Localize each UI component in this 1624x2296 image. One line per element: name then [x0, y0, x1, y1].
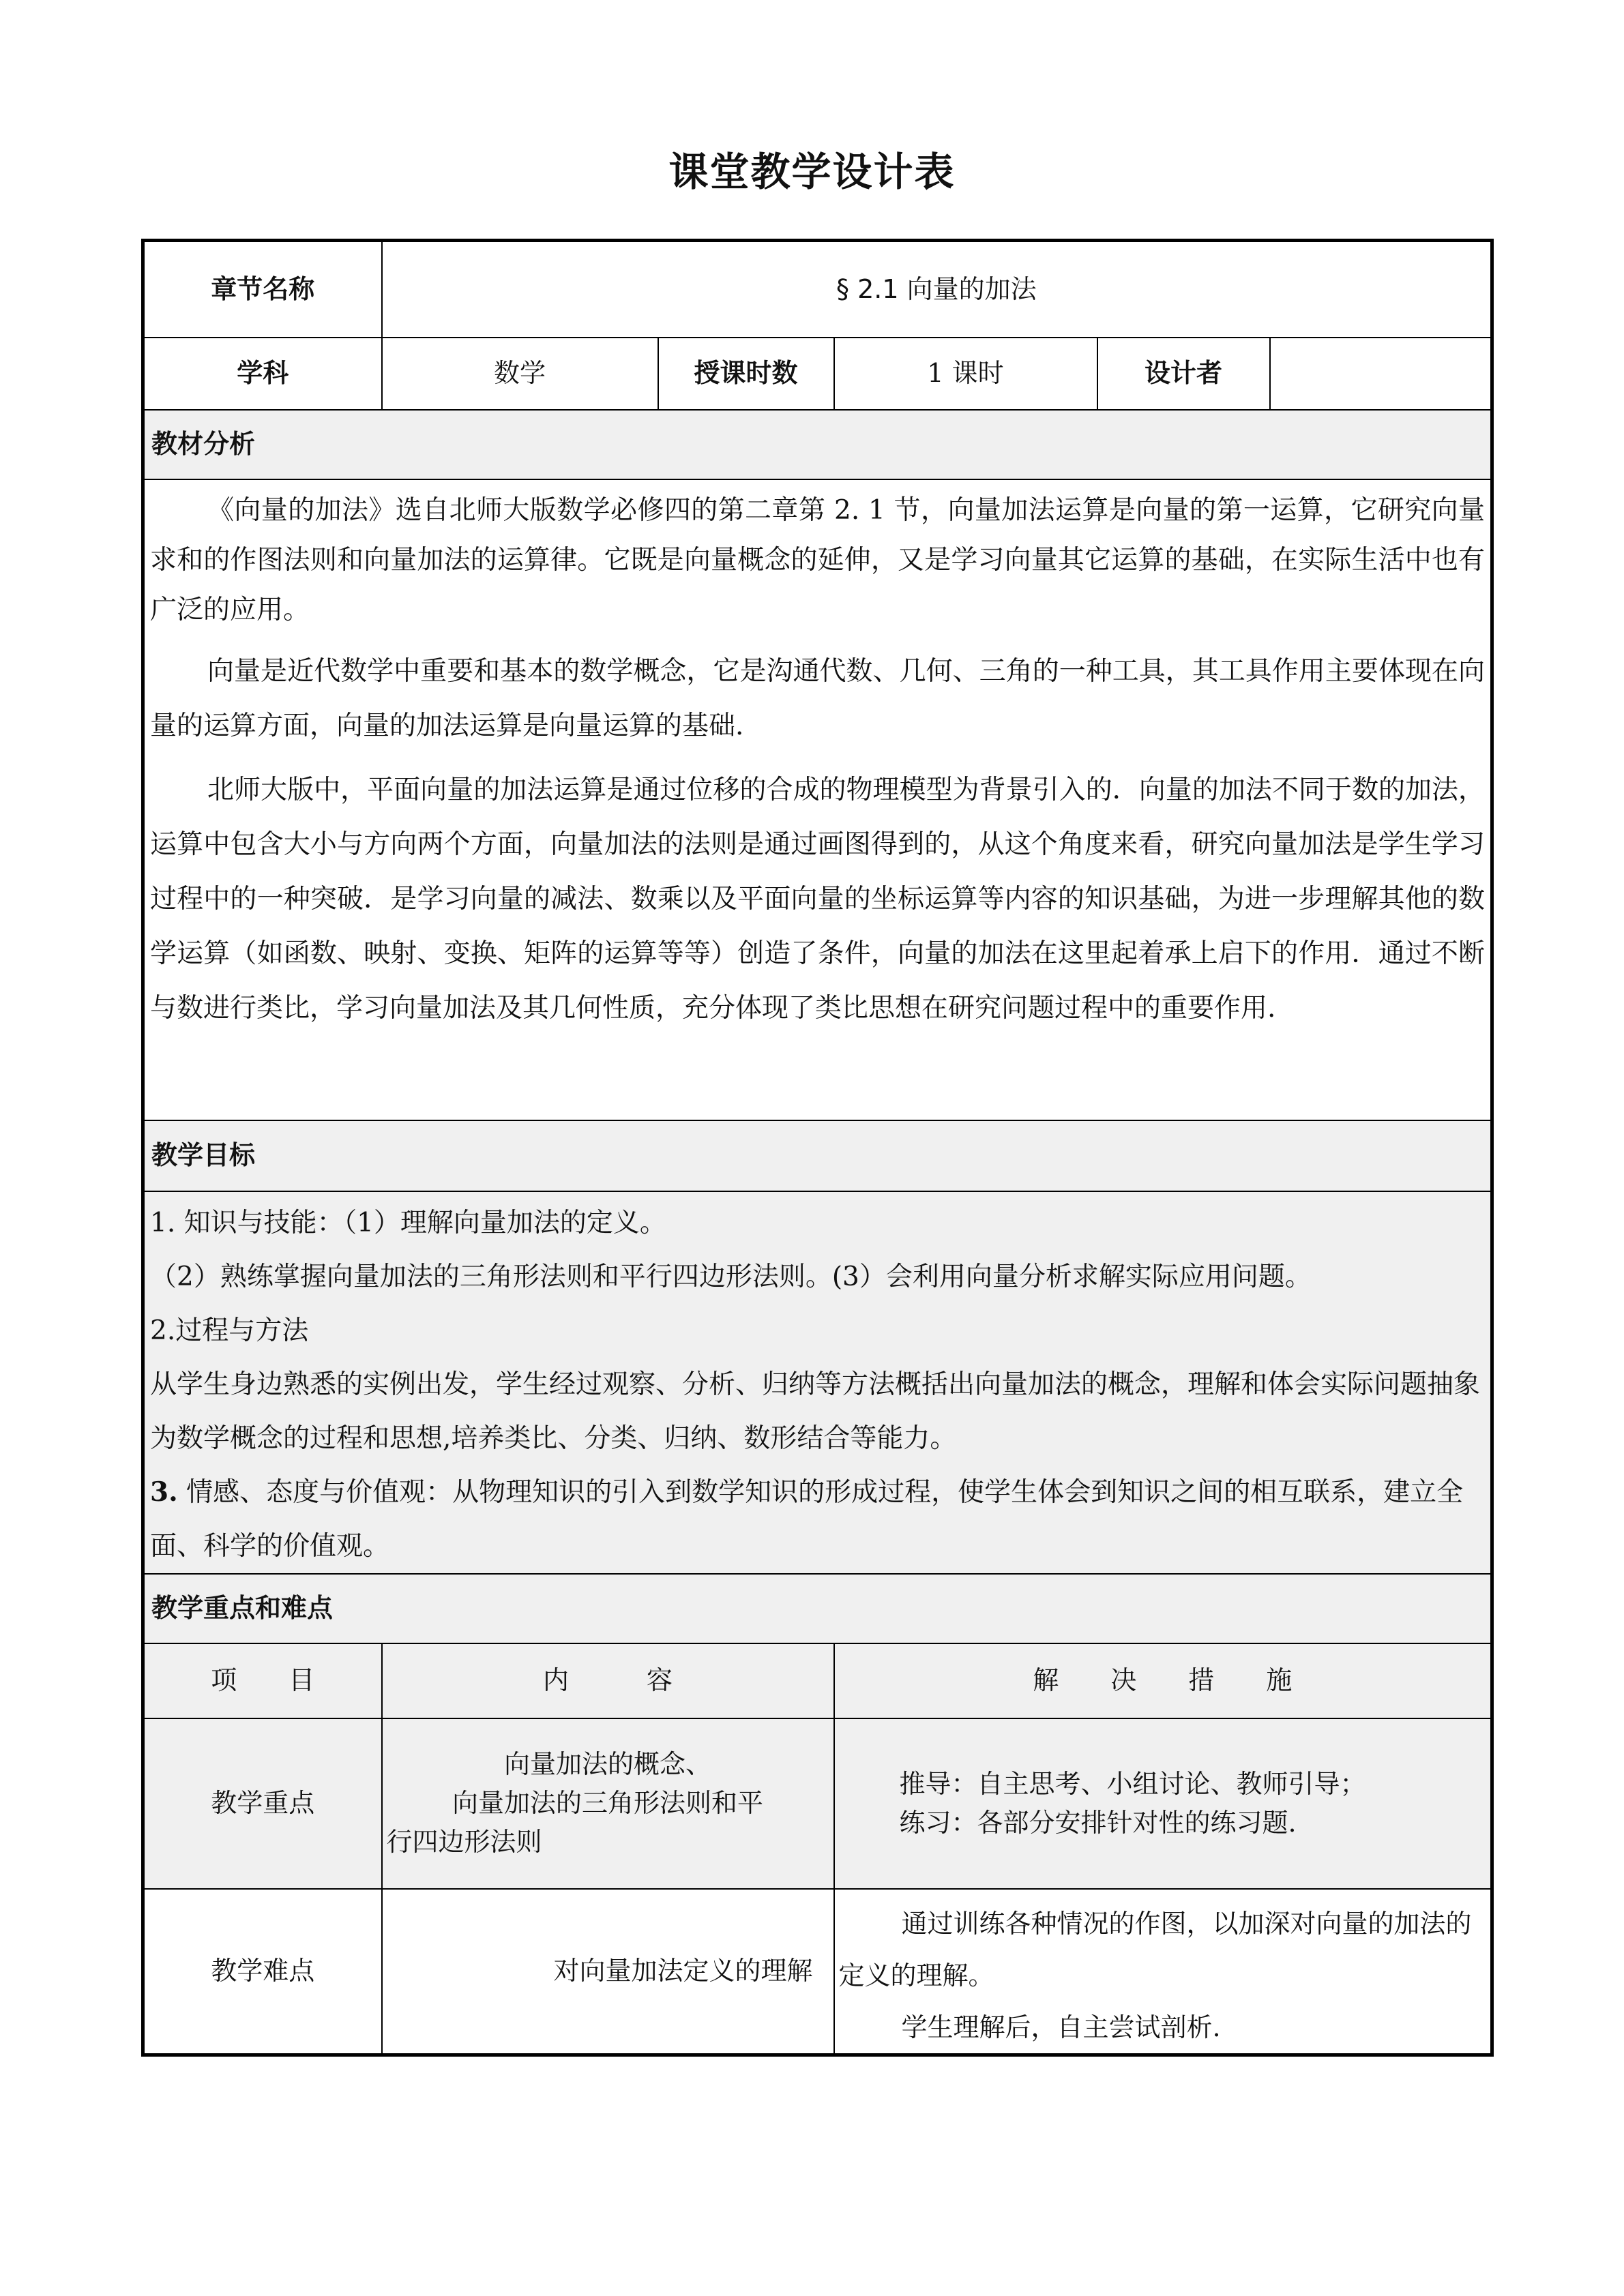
hours-label: 授课时数 — [658, 338, 834, 410]
hours-value: 1 课时 — [834, 338, 1097, 410]
content-line: 行四边形法则 — [386, 1827, 542, 1857]
analysis-paragraph: 北师大版中，平面向量的加法运算是通过位移的合成的物理模型为背景引入的．向量的加法不同于数的加法，运算中包含大小与方向两个方面，向量加法的法则是通过画图得到的，从这个角度来看，研究向量加法是学生学习过程中的一种突破．是学习向量的减法、数乘以及平面向量的坐标运算等内容的知识基础，为进一步理解其他的数学运算（如函数、映射、变换、矩阵的运算等等）创造了条件，向量的加法在这里起着承上启下的作用．通过不断与数进行类比，学习向量加法及其几何性质，充分体现了类比思想在研究问题过程中的重要作用. — [150, 774, 1486, 1024]
material-analysis-body — [143, 479, 1492, 1120]
teaching-goals-label: 教学目标 — [143, 1120, 1492, 1191]
teaching-goals-body — [143, 1191, 1492, 1574]
col-header-item: 项 目 — [143, 1643, 382, 1718]
difficulty-measures — [834, 1889, 1492, 2055]
key-points-label: 教学重点和难点 — [143, 1574, 1492, 1643]
subject-value: 数学 — [382, 338, 658, 410]
measure-line: 推导：自主思考、小组讨论、教师引导； — [899, 1768, 1366, 1799]
chapter-name: § 2.1 向量的加法 — [382, 241, 1492, 338]
difficulty-item: 教学难点 — [143, 1889, 382, 2055]
goal-line: 从学生身边熟悉的实例出发，学生经过观察、分析、归纳等方法概括出向量加法的概念，理解和体会实际问题抽象为数学概念的过程和思想,培养类比、分类、归纳、数形结合等能力。 — [150, 1369, 1481, 1454]
key-point-measures — [834, 1718, 1492, 1889]
goal-line: 1. 知识与技能：（1）理解向量加法的定义。 — [150, 1207, 666, 1238]
lesson-design-table — [141, 239, 1494, 2057]
goal-line: （2）熟练掌握向量加法的三角形法则和平行四边形法则。(3）会利用向量分析求解实际应用问题。 — [150, 1261, 1312, 1292]
goal-3-number: 3. — [150, 1476, 178, 1508]
col-header-measures: 解 决 措 施 — [834, 1643, 1492, 1718]
content-line: 向量加法的三角形法则和平 — [452, 1788, 763, 1818]
goal-line-3 — [145, 1465, 1490, 1573]
key-point-item: 教学重点 — [143, 1718, 382, 1889]
goal-line: 2.过程与方法 — [150, 1315, 309, 1346]
designer-label: 设计者 — [1097, 338, 1270, 410]
measure-line: 练习：各部分安排针对性的练习题. — [899, 1807, 1297, 1838]
subject-label: 学科 — [143, 338, 382, 410]
material-analysis-label: 教材分析 — [143, 410, 1492, 479]
designer-value — [1270, 338, 1492, 410]
goal-3-text: 情感、态度与价值观：从物理知识的引入到数学知识的形成过程，使学生体会到知识之间的相互联系，建立全面、科学的价值观。 — [150, 1476, 1464, 1562]
key-point-content — [382, 1718, 834, 1889]
content-line: 向量加法的概念、 — [503, 1749, 711, 1779]
col-header-content: 内 容 — [382, 1643, 834, 1718]
page-title: 课堂教学设计表 — [668, 149, 956, 195]
difficulty-content: 对向量加法定义的理解 — [382, 1889, 834, 2055]
measure-paragraph: 通过训练各种情况的作图，以加深对向量的加法的定义的理解。 — [838, 1908, 1472, 1991]
analysis-paragraph: 《向量的加法》选自北师大版数学必修四的第二章第 2. 1 节，向量加法运算是向量的第一运算，它研究向量求和的作图法则和向量加法的运算律。它既是向量概念的延伸，又是学习向量其它运算的基础，在实际生活中也有广泛的应用。 — [150, 494, 1486, 625]
chapter-label: 章节名称 — [143, 241, 382, 338]
measure-paragraph: 学生理解后，自主尝试剖析. — [901, 2012, 1221, 2042]
analysis-paragraph: 向量是近代数学中重要和基本的数学概念，它是沟通代数、几何、三角的一种工具，其工具作用主要体现在向量的运算方面，向量的加法运算是向量运算的基础. — [150, 655, 1486, 741]
